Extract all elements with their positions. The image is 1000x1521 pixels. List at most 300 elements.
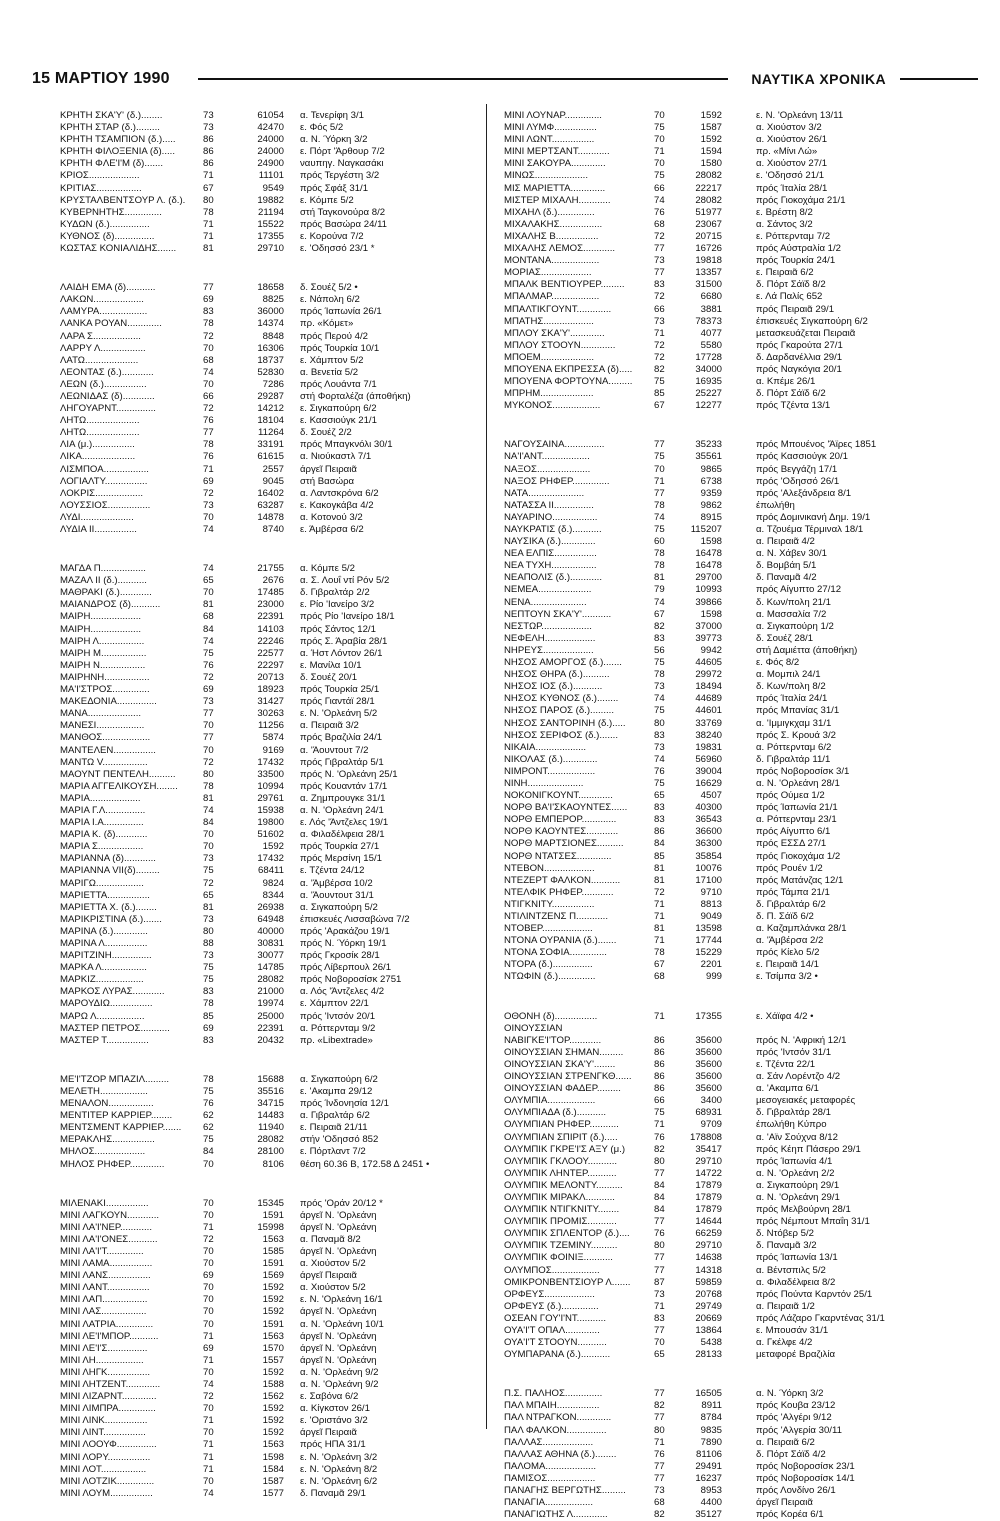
tonnage: 35561 bbox=[695, 451, 722, 463]
ship-name: ΝΤΟΡΑ (δ.)............... bbox=[504, 959, 593, 971]
build-year: 73 bbox=[654, 1288, 665, 1300]
ship-name: ΜΕΛΕΤΗ.................. bbox=[60, 1085, 148, 1097]
tonnage: 42470 bbox=[257, 122, 284, 134]
build-year: 71 bbox=[654, 475, 665, 487]
tonnage: 16306 bbox=[257, 342, 284, 354]
build-year: 76 bbox=[654, 1228, 665, 1240]
ship-row bbox=[60, 599, 500, 611]
tonnage: 1557 bbox=[262, 1354, 284, 1366]
ship-status: μεσογειακές μεταφορές bbox=[756, 1095, 856, 1107]
ship-name: ΜΑΡΙΝΑ Λ................ bbox=[60, 938, 148, 949]
ship-status: πρός Ρίο 'Ιανείρο 18/1 bbox=[300, 611, 395, 623]
ship-name: ΝΤΕΖΕΡΤ ΦΑΛΚΟΝ........... bbox=[504, 874, 621, 886]
ship-status: πρός Μερσίνη 15/1 bbox=[300, 853, 382, 865]
build-year: 86 bbox=[203, 146, 214, 158]
build-year: 72 bbox=[203, 330, 214, 342]
ship-row bbox=[504, 1156, 904, 1168]
ship-name: ΝΗΣΟΣ ΣΑΝΤΟΡΙΝΗ (δ.)..... bbox=[504, 717, 626, 729]
ship-status: ε. Χάϊφα 4/2 • bbox=[756, 1010, 814, 1022]
ship-row bbox=[60, 732, 500, 744]
ship-name: ΜΙΝΙ ΛΙΜΠΡΑ.............. bbox=[60, 1403, 156, 1415]
ship-name: ΜΑΙΡΗ Λ................. bbox=[60, 635, 145, 647]
build-year: 78 bbox=[203, 1073, 214, 1085]
tonnage: 999 bbox=[705, 971, 722, 983]
tonnage: 29749 bbox=[695, 1300, 722, 1312]
ship-name: ΜΑΡΙΑ ΑΓΓΕΛΙΚΟΥΣΗ........ bbox=[60, 780, 178, 792]
ship-row bbox=[60, 403, 500, 415]
ship-row bbox=[504, 1216, 904, 1228]
ship-row bbox=[60, 1343, 500, 1355]
tonnage: 29972 bbox=[695, 669, 722, 681]
tonnage: 1577 bbox=[262, 1487, 284, 1499]
tonnage: 14644 bbox=[695, 1216, 722, 1228]
ship-status: α. Ν. 'Ορλεάνη 10/1 bbox=[300, 1318, 384, 1330]
tonnage: 31500 bbox=[695, 279, 722, 291]
build-year: 75 bbox=[654, 122, 665, 134]
tonnage: 1592 bbox=[700, 134, 722, 146]
ship-name: ΜΟΡΙΑΣ................... bbox=[504, 267, 592, 279]
ship-row bbox=[504, 887, 904, 899]
ship-name: ΜΙΝΙ ΛΕ'Ι'Σ............... bbox=[60, 1342, 148, 1354]
build-year: 65 bbox=[654, 790, 665, 802]
build-year: 70 bbox=[203, 1366, 214, 1378]
ship-row bbox=[60, 355, 500, 367]
ship-name: ΜΙΝΙ ΛΑ'Ι'Τ.............. bbox=[60, 1245, 144, 1257]
ship-name: ΚΡΗΤΗ ΦΙΛΟΞΕΝΙΑ (δ)..... bbox=[60, 146, 175, 158]
ship-name: ΝΤΩΦΙΝ (δ.).............. bbox=[504, 971, 596, 983]
ship-status: πρός Ναγκόγια 20/1 bbox=[756, 363, 842, 375]
ship-row bbox=[60, 684, 500, 696]
ship-name: ΜΑΡΟΥΔΙΩ................ bbox=[60, 998, 153, 1010]
build-year: 71 bbox=[203, 1439, 214, 1451]
ship-row bbox=[60, 1246, 500, 1258]
ship-row bbox=[504, 364, 904, 376]
ship-status: έπισκευές Λισσαβώνα 7/2 bbox=[300, 913, 410, 925]
ship-status: δ. Βομβάη 5/1 bbox=[756, 560, 817, 572]
build-year: 74 bbox=[203, 635, 214, 647]
ship-status: ε. Χάμπτον 22/1 bbox=[300, 998, 369, 1010]
ship-status: στή Ταγκονούρα 8/2 bbox=[300, 206, 386, 218]
build-year: 83 bbox=[654, 802, 665, 814]
build-year: 81 bbox=[654, 923, 665, 935]
build-year: 83 bbox=[654, 279, 665, 291]
ship-name: ΝΑΤΑΣΣΑ ΙΙ............... bbox=[504, 499, 594, 511]
build-year: 75 bbox=[203, 865, 214, 877]
ship-status: α. Χιούστον 26/1 bbox=[756, 134, 828, 146]
ship-status: δ. Παναμᾶ 4/2 bbox=[756, 572, 817, 584]
ship-status: ε. Τζέντα 24/12 bbox=[300, 865, 365, 877]
ship-name: ΜΙΝΙ ΛΗΓΚ................ bbox=[60, 1366, 151, 1378]
tonnage: 11101 bbox=[258, 170, 284, 182]
tonnage: 17432 bbox=[257, 756, 284, 768]
tonnage: 30077 bbox=[257, 950, 284, 962]
build-year: 73 bbox=[203, 950, 214, 962]
ship-name: ΜΙΝΙ ΛΑΓΚΟΥΝ............ bbox=[60, 1209, 160, 1221]
ship-row bbox=[504, 851, 904, 863]
build-year: 74 bbox=[203, 804, 214, 816]
ship-status: α. Πειραιᾶ 3/2 bbox=[300, 720, 359, 732]
build-year: 81 bbox=[654, 862, 665, 874]
tonnage: 35417 bbox=[695, 1143, 722, 1155]
ship-row bbox=[504, 207, 904, 219]
ship-status: ε. Κακογκάβα 4/2 bbox=[300, 499, 374, 511]
build-year: 71 bbox=[203, 1221, 214, 1233]
build-year: 72 bbox=[203, 671, 214, 683]
ship-status: πρός Λάζαρο Γκαρντένας 31/1 bbox=[756, 1312, 885, 1324]
ship-row bbox=[60, 391, 500, 403]
ship-status: ε. Τσίμπα 3/2 • bbox=[756, 971, 818, 983]
ship-row bbox=[60, 1011, 500, 1023]
build-year: 72 bbox=[654, 339, 665, 351]
ship-name: ΠΑΛ ΝΤΡΑΓΚΟΝ............. bbox=[504, 1412, 612, 1424]
tonnage: 34715 bbox=[257, 1098, 284, 1110]
ship-row bbox=[60, 1355, 500, 1367]
tonnage: 9045 bbox=[262, 475, 284, 487]
ship-row bbox=[60, 294, 500, 306]
ship-row bbox=[60, 926, 500, 938]
build-year: 77 bbox=[654, 267, 665, 279]
ship-row bbox=[504, 1107, 904, 1119]
build-year: 72 bbox=[203, 403, 214, 415]
ship-status: α. Νιούκαστλ 7/1 bbox=[300, 451, 372, 463]
ship-row bbox=[504, 705, 904, 717]
ship-name: ΜΠΟΥΕΝΑ ΕΚΠΡΕΣΣΑ (δ)..... bbox=[504, 363, 633, 375]
ship-row bbox=[504, 1035, 904, 1047]
build-year: 65 bbox=[203, 889, 214, 901]
tonnage: 1592 bbox=[262, 1415, 284, 1427]
tonnage: 8784 bbox=[700, 1412, 722, 1424]
ship-row bbox=[504, 959, 904, 971]
ship-row bbox=[504, 134, 904, 146]
ship-row bbox=[60, 110, 500, 122]
ship-name: ΜΙΝΙ ΛΑ'Ι'ΝΕΡ............ bbox=[60, 1221, 153, 1233]
ship-row bbox=[504, 1400, 904, 1412]
tonnage: 4400 bbox=[700, 1497, 722, 1509]
build-year: 85 bbox=[203, 1010, 214, 1022]
ship-name: ΝΤΕΛΦΙΚ ΡΗΦΕΡ............ bbox=[504, 886, 614, 898]
ship-name: ΟΛΥΜΠΙΚ ΓΚΡΕ'Ι'Σ ΑΞΥ (μ.) bbox=[504, 1143, 626, 1155]
ship-status: ε. Ν. 'Ορλεάνη 3/2 bbox=[300, 1451, 378, 1463]
ship-section bbox=[504, 110, 904, 412]
tonnage: 22297 bbox=[257, 659, 284, 671]
tonnage: 39773 bbox=[695, 632, 722, 644]
ship-status: ε. 'Ακαμπα 29/12 bbox=[300, 1085, 373, 1097]
ship-status: πρός Γιοκοχάμα 1/2 bbox=[756, 850, 841, 862]
ship-row bbox=[60, 1282, 500, 1294]
build-year: 70 bbox=[203, 1258, 214, 1270]
ship-row bbox=[60, 367, 500, 379]
build-year: 70 bbox=[203, 720, 214, 732]
ship-status: ε. Πειραιᾶ 6/2 bbox=[756, 267, 814, 279]
ship-status: α. Χιούστον 5/2 bbox=[300, 1258, 366, 1270]
tonnage: 2676 bbox=[262, 575, 284, 587]
ship-status: δ. Σουέζ 2/2 bbox=[300, 427, 352, 439]
build-year: 73 bbox=[203, 696, 214, 708]
ship-status: άργεῖ Πειραιᾶ bbox=[300, 463, 357, 475]
tonnage: 13864 bbox=[695, 1325, 722, 1336]
ship-row bbox=[504, 1425, 904, 1437]
ship-name: ΜΙΝΙ ΛΑ'Ι'ΟΝΕΣ........... bbox=[60, 1233, 158, 1245]
build-year: 82 bbox=[654, 363, 665, 375]
ship-name: Π.Σ. ΠΑΛΗΟΣ.............. bbox=[504, 1388, 603, 1400]
ship-row bbox=[60, 793, 500, 805]
tonnage: 35600 bbox=[695, 1071, 722, 1083]
ship-name: ΜΑΝΑ.................... bbox=[60, 708, 142, 720]
tonnage: 16629 bbox=[695, 777, 722, 789]
build-year: 76 bbox=[203, 451, 214, 463]
ship-row bbox=[60, 853, 500, 865]
ship-status: α. Κοτονού 3/2 bbox=[300, 511, 363, 523]
ship-row bbox=[60, 563, 500, 575]
tonnage: 36600 bbox=[695, 826, 722, 838]
ship-name: ΜΑΖΑΛ ΙΙ (δ.)........... bbox=[60, 575, 147, 587]
ship-name: ΟΣΕΑΝ ΓΟΥ'Ι'ΝΤ........... bbox=[504, 1312, 607, 1324]
ship-row bbox=[504, 1011, 904, 1023]
ship-row bbox=[60, 415, 500, 427]
tonnage: 5874 bbox=[262, 732, 284, 744]
ship-status: ε. Λά Παλίς 652 bbox=[756, 291, 823, 303]
build-year: 77 bbox=[654, 1460, 665, 1472]
build-year: 83 bbox=[203, 986, 214, 998]
ship-status: δ. Σουέζ 28/1 bbox=[756, 632, 814, 644]
ship-row bbox=[504, 1289, 904, 1301]
ship-name: ΜΙΝΙ ΛΑΣ................. bbox=[60, 1306, 147, 1318]
ship-row bbox=[60, 660, 500, 672]
ship-name: ΝΕΜΕΑ.................... bbox=[504, 584, 592, 596]
ship-status: α. Γκέλφε 4/2 bbox=[756, 1337, 813, 1349]
header-rule bbox=[198, 78, 728, 80]
ship-status: πρός Ίαπωνία 21/1 bbox=[756, 802, 838, 814]
tonnage: 1592 bbox=[262, 841, 284, 853]
ship-row bbox=[504, 645, 904, 657]
ship-name: ΜΙΝΙ ΛΙΝΚ................ bbox=[60, 1415, 148, 1427]
ship-row bbox=[60, 1464, 500, 1476]
ship-status: δ. Π. Σάϊδ 6/2 bbox=[756, 911, 814, 922]
ship-name: ΜΑΡΙΤΖΙΝΗ............... bbox=[60, 950, 152, 962]
ship-row bbox=[504, 1228, 904, 1240]
ship-row bbox=[504, 1473, 904, 1485]
ship-name: ΝΗΣΟΣ ΣΕΡΙΦΟΣ (δ.)....... bbox=[504, 729, 619, 741]
ship-name: ΜΠΑΛΤΙΚΓΟΥΝΤ............. bbox=[504, 303, 612, 315]
ship-name: ΜΙΝΙ ΛΟΟΥΦ............... bbox=[60, 1439, 157, 1451]
ship-row bbox=[60, 282, 500, 294]
ship-row bbox=[60, 524, 500, 536]
ship-name: ΜΙΝΙ ΛΙΝΤ................ bbox=[60, 1427, 146, 1439]
tonnage: 2557 bbox=[262, 463, 284, 475]
build-year: 71 bbox=[203, 230, 214, 242]
tonnage: 14212 bbox=[257, 403, 284, 415]
ship-row bbox=[60, 379, 500, 391]
ship-row bbox=[504, 548, 904, 560]
ship-row bbox=[504, 267, 904, 279]
build-year: 78 bbox=[203, 780, 214, 792]
ship-name: ΟΛΥΜΠΟΣ.................. bbox=[504, 1264, 600, 1276]
ship-name: ΟΙΝΟΥΣΣΙΑΝ bbox=[504, 1022, 563, 1034]
ship-status: δ. Δαρδανέλλια 29/1 bbox=[756, 351, 843, 363]
ship-status: δ. Σουέζ 5/2 • bbox=[300, 282, 358, 294]
tonnage: 14318 bbox=[695, 1264, 722, 1276]
ship-row bbox=[504, 439, 904, 451]
ship-status: ε. 'Οδησσό 23/1 * bbox=[300, 243, 375, 255]
build-year: 73 bbox=[203, 853, 214, 865]
ship-name: ΝΕΦΕΛΗ................... bbox=[504, 632, 596, 644]
ship-status: α. Σάντος 3/2 bbox=[756, 218, 813, 230]
tonnage: 21194 bbox=[258, 206, 284, 218]
ship-status: α. 'Άμβέρσα 2/2 bbox=[756, 935, 824, 947]
ship-row bbox=[60, 575, 500, 587]
tonnage: 5438 bbox=[700, 1337, 722, 1349]
ship-row bbox=[60, 1198, 500, 1210]
ship-row bbox=[504, 400, 904, 412]
ship-row bbox=[60, 636, 500, 648]
ship-status: πρός Ίαπωνία 26/1 bbox=[300, 306, 382, 318]
tonnage: 22391 bbox=[257, 1022, 284, 1034]
ship-status: δ. Πόρτ Σάϊδ 4/2 bbox=[756, 1448, 826, 1460]
ship-status: πρός Κίελο 5/2 bbox=[756, 947, 820, 959]
ship-name: ΜΙΧΑΛΗΣ ΛΕΜΟΣ............ bbox=[504, 243, 616, 255]
build-year: 86 bbox=[203, 134, 214, 146]
ship-name: ΟΥΑ'Ι'Τ ΣΤΟΟΥΝ........... bbox=[504, 1337, 607, 1349]
ship-row bbox=[60, 1074, 500, 1086]
build-year: 71 bbox=[203, 463, 214, 475]
ship-name: ΜΙΧΑΛΑΚΗΣ................ bbox=[504, 218, 603, 230]
build-year: 76 bbox=[203, 415, 214, 427]
ship-row bbox=[60, 745, 500, 757]
ship-status: ε. Μπουσάν 31/1 bbox=[756, 1325, 829, 1336]
ship-row bbox=[504, 1132, 904, 1144]
tonnage: 8106 bbox=[262, 1158, 284, 1170]
ship-row bbox=[504, 376, 904, 388]
ship-name: ΛΙΚΑ.................... bbox=[60, 451, 136, 463]
ship-status: πρός Αίγυπτο 6/1 bbox=[756, 826, 831, 838]
ship-status: ναυπηγ. Ναγκασάκι bbox=[300, 158, 384, 170]
ship-status: ε. Νάπολη 6/2 bbox=[300, 294, 360, 306]
build-year: 72 bbox=[203, 1391, 214, 1403]
ship-name: ΜΙΝΙ ΛΑΝΣ................ bbox=[60, 1270, 151, 1282]
tonnage: 12277 bbox=[695, 400, 722, 412]
build-year: 86 bbox=[654, 1034, 665, 1046]
build-year: 71 bbox=[654, 1300, 665, 1312]
ship-status: άργεῖ Πειραιᾶ bbox=[300, 1427, 357, 1439]
build-year: 69 bbox=[203, 1342, 214, 1354]
ship-row bbox=[504, 243, 904, 255]
tonnage: 1580 bbox=[700, 158, 722, 170]
ship-status: θέση 60.36 Β, 172.58 Δ 2451 • bbox=[300, 1158, 430, 1170]
build-year: 68 bbox=[654, 971, 665, 983]
ship-row bbox=[504, 1412, 904, 1424]
ship-row bbox=[504, 1388, 904, 1400]
tonnage: 29287 bbox=[257, 390, 284, 402]
ship-row bbox=[60, 769, 500, 781]
ship-section bbox=[60, 563, 500, 1047]
ship-name: ΝΟΚΟΝΙΓΚΟΥΝΤ............. bbox=[504, 790, 613, 802]
tonnage: 17485 bbox=[257, 587, 284, 599]
ship-name: ΜΑΙΡΗ................... bbox=[60, 611, 142, 623]
build-year: 71 bbox=[654, 935, 665, 947]
tonnage: 44605 bbox=[695, 657, 722, 669]
publication-title: ΝΑΥΤΙΚΑ ΧΡΟΝΙΚΑ bbox=[751, 71, 886, 87]
ship-row bbox=[60, 219, 500, 231]
tonnage: 1591 bbox=[262, 1209, 284, 1221]
tonnage: 39004 bbox=[695, 765, 722, 777]
ship-name: ΝΕΑ ΤΥΧΗ................. bbox=[504, 560, 597, 572]
build-year: 67 bbox=[203, 182, 214, 194]
build-year: 74 bbox=[203, 524, 214, 535]
tonnage: 35600 bbox=[695, 1046, 722, 1058]
build-year: 75 bbox=[654, 376, 665, 388]
ship-row bbox=[60, 306, 500, 318]
ship-section bbox=[60, 1198, 500, 1500]
ship-status: πρός 'Οδησσό 26/1 bbox=[756, 475, 840, 487]
ship-name: ΛΗΤΩ.................... bbox=[60, 427, 140, 439]
ship-status: πρός Νοβοροσίσκ 3/1 bbox=[756, 765, 850, 777]
tonnage: 59859 bbox=[695, 1276, 722, 1288]
ship-name: ΜΑΡΙΑ Ι.Α............... bbox=[60, 817, 144, 829]
tonnage: 16505 bbox=[695, 1388, 722, 1400]
build-year: 77 bbox=[654, 1388, 665, 1400]
tonnage: 20713 bbox=[257, 671, 284, 683]
ship-status: α. Ν. Χάβεν 30/1 bbox=[756, 548, 828, 560]
tonnage: 28082 bbox=[257, 974, 284, 986]
ship-status: πρός Σ. Κρουά 3/2 bbox=[756, 729, 836, 741]
ship-status: πρός Τουρκία 27/1 bbox=[300, 841, 380, 853]
build-year: 68 bbox=[654, 218, 665, 230]
ship-status: στή Βασώρα bbox=[300, 475, 355, 487]
ship-status: στή Φορταλέζα (άποθήκη) bbox=[300, 390, 411, 402]
build-year: 75 bbox=[654, 1107, 665, 1119]
ship-row bbox=[504, 863, 904, 875]
ship-row bbox=[504, 560, 904, 572]
ship-status: α. Κόμπε 5/2 bbox=[300, 563, 355, 575]
ship-name: ΟΛΥΜΠΙΑ.................. bbox=[504, 1095, 596, 1107]
build-year: 81 bbox=[203, 901, 214, 913]
build-year: 76 bbox=[203, 659, 214, 671]
ship-name: ΠΑΛΛΑΣ ΑΘΗΝΑ (δ.)........ bbox=[504, 1448, 617, 1460]
tonnage: 1592 bbox=[700, 110, 722, 121]
ship-status: πρός Ίταλία 24/1 bbox=[756, 693, 828, 705]
build-year: 85 bbox=[654, 850, 665, 862]
ship-status: πρός Κουαντάν 17/1 bbox=[300, 780, 388, 792]
tonnage: 15345 bbox=[257, 1197, 284, 1209]
tonnage: 9549 bbox=[262, 182, 284, 194]
ship-status: πρός Αύστραλία 1/2 bbox=[756, 243, 842, 255]
ship-status: α. Μασσαλία 7/2 bbox=[756, 608, 827, 620]
ship-row bbox=[504, 1204, 904, 1216]
build-year: 70 bbox=[203, 1245, 214, 1257]
ship-name: ΛΑΙΔΗ ΕΜΑ (δ)........... bbox=[60, 282, 156, 294]
ship-name: ΛΕΩΝΙΔΑΣ (δ)............ bbox=[60, 390, 155, 402]
tonnage: 1592 bbox=[262, 1366, 284, 1378]
ship-status: πρός Τζέντα 13/1 bbox=[756, 400, 831, 412]
ship-row bbox=[60, 195, 500, 207]
tonnage: 178808 bbox=[689, 1131, 722, 1143]
ship-status: πρός Περού 4/2 bbox=[300, 330, 368, 342]
tonnage: 17879 bbox=[695, 1191, 722, 1203]
ship-row bbox=[504, 291, 904, 303]
tonnage: 10994 bbox=[257, 780, 284, 792]
tonnage: 29710 bbox=[695, 1155, 722, 1167]
ship-name: ΛΗΓΟΥΑΡΝΤ............... bbox=[60, 403, 156, 415]
build-year: 73 bbox=[654, 255, 665, 267]
ship-name: ΜΑΙΡΗ................... bbox=[60, 623, 142, 635]
build-year: 56 bbox=[654, 644, 665, 656]
ship-row bbox=[504, 1461, 904, 1473]
ship-name: ΚΡΗΤΗ ΣΚΑ'Υ' (δ.)........ bbox=[60, 110, 163, 121]
ship-name: ΟΙΝΟΥΣΣΙΑΝ ΦΑΔΕΡ......... bbox=[504, 1083, 621, 1095]
ship-row bbox=[60, 1391, 500, 1403]
build-year: 75 bbox=[203, 962, 214, 974]
build-year: 80 bbox=[654, 1424, 665, 1436]
